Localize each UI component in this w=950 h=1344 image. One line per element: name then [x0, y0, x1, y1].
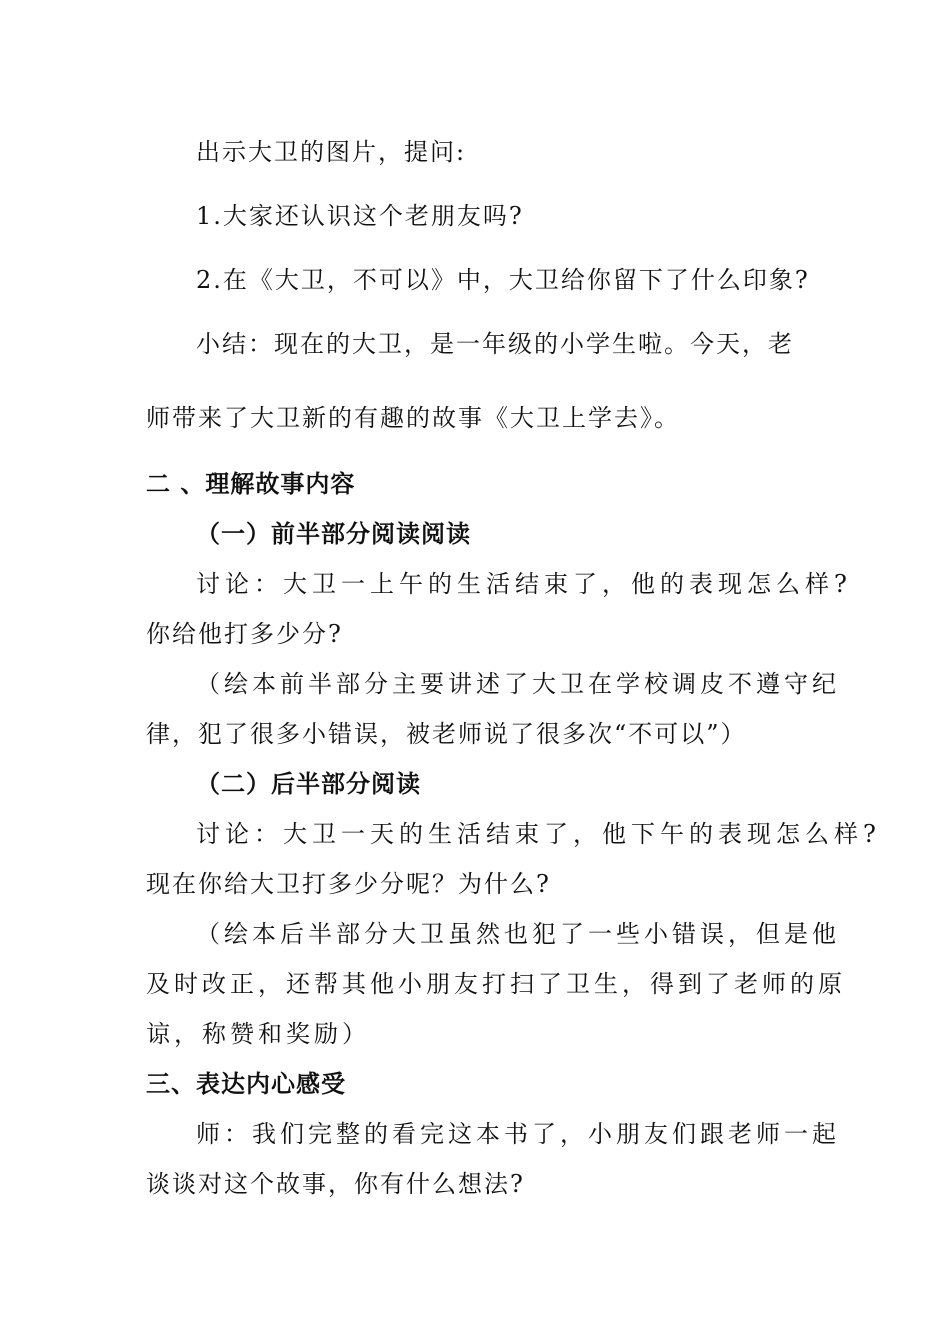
part-2-note-line-3: 谅，称赞和奖励）: [146, 1020, 370, 1048]
part-2-discussion-line-2: 现在你给大卫打多少分呢？为什么?: [146, 870, 551, 898]
part-2-discussion-line-1: 讨论：大卫一天的生活结束了，他下午的表现怎么样?: [196, 820, 881, 848]
part-2-note-line-2: 及时改正，还帮其他小朋友打扫了卫生，得到了老师的原: [146, 970, 846, 998]
part-2-heading: （二）后半部分阅读: [196, 770, 421, 798]
section-3-heading: 三、表达内心感受: [146, 1070, 346, 1098]
part-2-note-line-1: （绘本后半部分大卫虽然也犯了一些小错误，但是他: [196, 920, 840, 948]
question-1: 1.大家还认识这个老朋友吗?: [196, 202, 524, 230]
question-2: 2.在《大卫，不可以》中，大卫给你留下了什么印象?: [196, 266, 810, 294]
section-2-heading: 二 、理解故事内容: [146, 470, 356, 498]
part-1-discussion-line-1: 讨论：大卫一上午的生活结束了，他的表现怎么样?: [196, 570, 852, 598]
summary-line-1: 小结：现在的大卫，是一年级的小学生啦。今天，老: [196, 330, 794, 358]
section-3-line-2: 谈谈对这个故事，你有什么想法?: [146, 1170, 525, 1198]
section-3-line-1: 师：我们完整的看完这本书了，小朋友们跟老师一起: [196, 1120, 840, 1148]
part-1-heading: （一）前半部分阅读阅读: [196, 520, 471, 548]
part-1-discussion-line-2: 你给他打多少分?: [146, 620, 343, 648]
summary-line-2: 师带来了大卫新的有趣的故事《大卫上学去》。: [146, 404, 680, 432]
part-1-note-line-1: （绘本前半部分主要讲述了大卫在学校调皮不遵守纪: [196, 670, 840, 698]
part-1-note-line-2: 律，犯了很多小错误，被老师说了很多次“不可以”）: [146, 720, 747, 748]
intro-line: 出示大卫的图片，提问:: [196, 138, 467, 166]
